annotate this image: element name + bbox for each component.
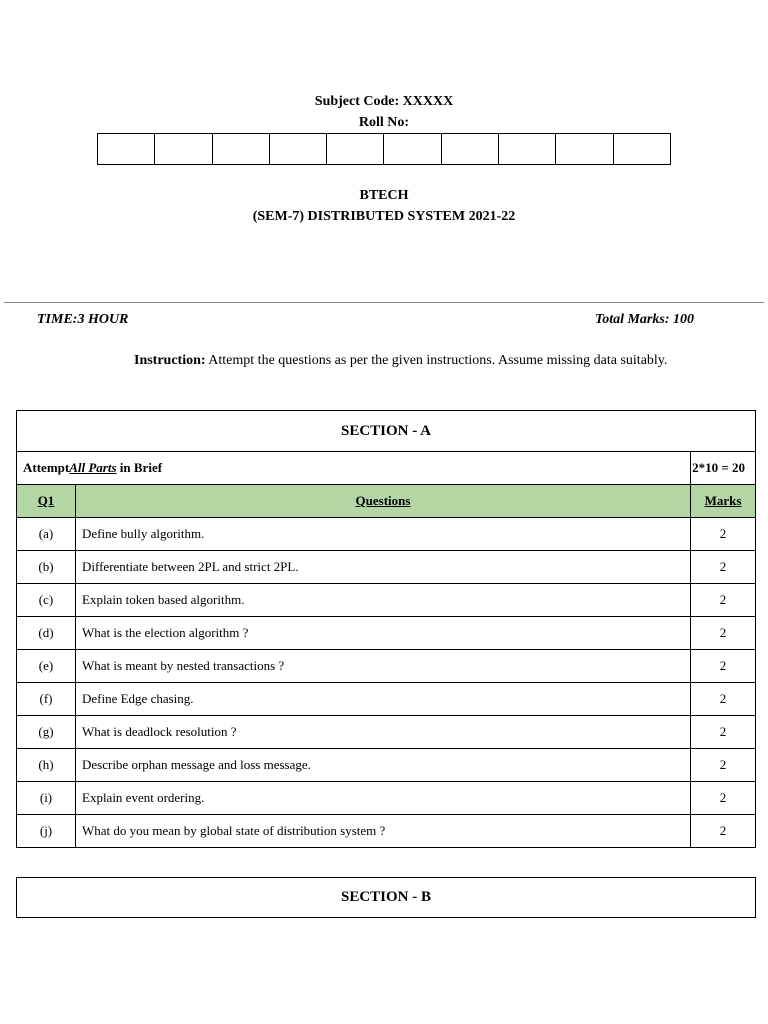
question-label: (c) <box>17 584 76 617</box>
question-marks: 2 <box>691 518 756 551</box>
col-header-questions: Questions <box>76 485 691 518</box>
attempt-instruction <box>17 452 691 485</box>
course-title: (SEM-7) DISTRIBUTED SYSTEM 2021-22 <box>252 209 516 224</box>
question-marks: 2 <box>691 584 756 617</box>
question-row <box>17 617 756 650</box>
roll-box <box>556 134 613 164</box>
question-row <box>17 683 756 716</box>
question-marks: 2 <box>691 650 756 683</box>
question-label: (d) <box>17 617 76 650</box>
roll-number-boxes <box>97 133 671 165</box>
question-label: (j) <box>17 815 76 848</box>
section-b-table <box>16 877 756 918</box>
question-row <box>17 749 756 782</box>
question-label: (b) <box>17 551 76 584</box>
roll-box <box>442 134 499 164</box>
question-text: Explain token based algorithm. <box>76 584 691 617</box>
question-marks: 2 <box>691 782 756 815</box>
section-b-title: SECTION - B <box>17 878 756 918</box>
question-marks: 2 <box>691 749 756 782</box>
question-text: What is deadlock resolution ? <box>76 716 691 749</box>
roll-box <box>270 134 327 164</box>
roll-box <box>499 134 556 164</box>
marks-formula: 2*10 = 20 <box>691 452 756 485</box>
question-label: (f) <box>17 683 76 716</box>
subject-code: Subject Code: XXXXX <box>314 94 454 109</box>
question-text: What is the election algorithm ? <box>76 617 691 650</box>
question-label: (a) <box>17 518 76 551</box>
question-row <box>17 650 756 683</box>
question-label: (g) <box>17 716 76 749</box>
question-text: Explain event ordering. <box>76 782 691 815</box>
col-header-q1: Q1 <box>17 485 76 518</box>
attempt-suffix: in Brief <box>116 460 163 475</box>
degree-title: BTECH <box>359 188 409 203</box>
question-text: What is meant by nested transactions ? <box>76 650 691 683</box>
question-marks: 2 <box>691 683 756 716</box>
divider <box>4 302 764 303</box>
question-marks: 2 <box>691 617 756 650</box>
question-marks: 2 <box>691 815 756 848</box>
question-row <box>17 551 756 584</box>
roll-box <box>327 134 384 164</box>
question-row <box>17 518 756 551</box>
instruction-text: Attempt the questions as per the given instructions. Assume missing data suitably. <box>205 353 668 368</box>
roll-box <box>614 134 670 164</box>
question-text: Differentiate between 2PL and strict 2PL. <box>76 551 691 584</box>
roll-box <box>213 134 270 164</box>
attempt-emphasis: All Parts <box>69 460 117 475</box>
roll-box <box>98 134 155 164</box>
question-row <box>17 782 756 815</box>
exam-time: TIME:3 HOUR <box>37 312 129 327</box>
question-row <box>17 815 756 848</box>
question-text: What do you mean by global state of distribution system ? <box>76 815 691 848</box>
attempt-prefix: Attempt <box>23 460 70 475</box>
question-text: Describe orphan message and loss message. <box>76 749 691 782</box>
question-marks: 2 <box>691 716 756 749</box>
question-text: Define bully algorithm. <box>76 518 691 551</box>
roll-box <box>384 134 441 164</box>
question-row <box>17 584 756 617</box>
roll-box <box>155 134 212 164</box>
question-row <box>17 716 756 749</box>
roll-no-label: Roll No: <box>358 115 410 130</box>
section-a-title: SECTION - A <box>17 411 756 452</box>
question-label: (e) <box>17 650 76 683</box>
total-marks: Total Marks: 100 <box>594 312 694 327</box>
question-label: (i) <box>17 782 76 815</box>
question-text: Define Edge chasing. <box>76 683 691 716</box>
instruction-label: Instruction: <box>134 353 206 368</box>
question-marks: 2 <box>691 551 756 584</box>
instruction <box>134 353 667 369</box>
col-header-marks: Marks <box>691 485 756 518</box>
question-label: (h) <box>17 749 76 782</box>
section-a-table <box>16 410 756 848</box>
